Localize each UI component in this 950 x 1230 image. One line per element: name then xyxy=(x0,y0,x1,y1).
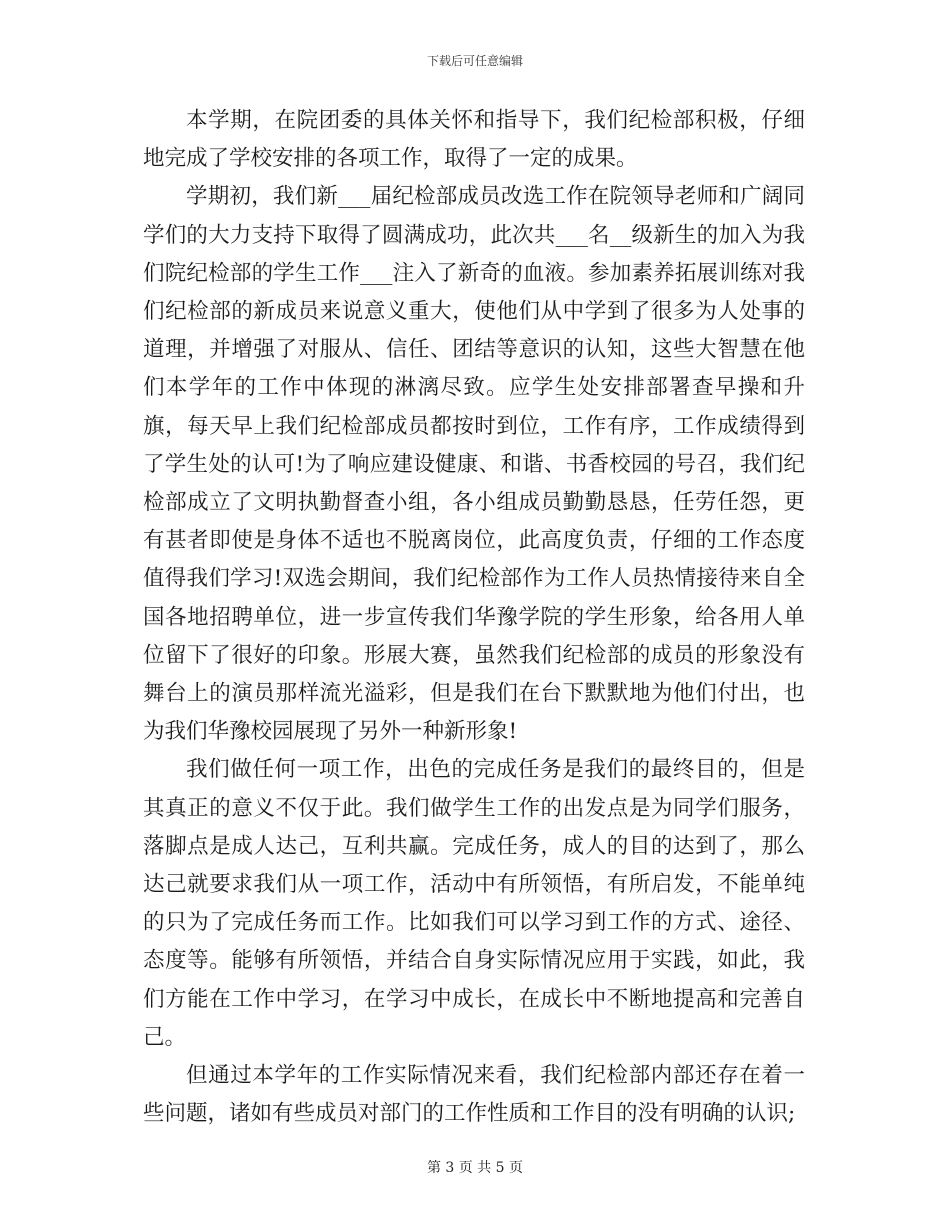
document-body xyxy=(143,102,805,1133)
paragraph-work-meaning: 我们做任何一项工作，出色的完成任务是我们的最终目的，但是其真正的意义不仅于此。我们做学生工作的出发点是为同学们服务，落脚点是成人达己，互利共赢。完成任务，成人的目的达到了，那么达己就要求我们从一项工作，活动中有所领悟，有所启发，不能单纯的只为了完成任务而工作。比如我们可以学习到工作的方式、途径、态度等。能够有所领悟，并结合自身实际情况应用于实践，如此，我们方能在工作中学习，在学习中成长，在成长中不断地提高和完善自己。 xyxy=(143,757,805,1050)
paragraph-problems: 但通过本学年的工作实际情况来看，我们纪检部内部还存在着一些问题，诸如有些成员对部门的工作性质和工作目的没有明确的认识; xyxy=(143,1063,805,1127)
paragraph-intro: 本学期，在院团委的具体关怀和指导下，我们纪检部积极，仔细地完成了学校安排的各项工作，取得了一定的成果。 xyxy=(143,108,805,172)
page-header-note: 下载后可任意编辑 xyxy=(426,54,523,68)
paragraph-semester-start: 学期初，我们新___届纪检部成员改选工作在院领导老师和广阔同学们的大力支持下取得了圆满成功，此次共___名__级新生的加入为我们院纪检部的学生工作___注入了新奇的血液。参加素养拓展训练对我们纪检部的新成员来说意义重大，使他们从中学到了很多为人处事的道理，并增强了对服从、信任、团结等意识的认知，这些大智慧在他们本学年的工作中体现的淋漓尽致。应学生处安排部署查早操和升旗，每天早上我们纪检部成员都按时到位，工作有序，工作成绩得到了学生处的认可!为了响应建设健康、和谐、书香校园的号召，我们纪检部成立了文明执勤督查小组，各小组成员勤勤恳恳，任劳任怨，更有甚者即使是身体不适也不脱离岗位，此高度负责，仔细的工作态度值得我们学习!双选会期间，我们纪检部作为工作人员热情接待来自全国各地招聘单位，进一步宣传我们华豫学院的学生形象，给各用人单位留下了很好的印象。形展大赛，虽然我们纪检部的成员的形象没有舞台上的演员那样流光溢彩，但是我们在台下默默地为他们付出，也为我们华豫校园展现了另外一种新形象! xyxy=(143,184,805,745)
page-number: 第 3 页 共 5 页 xyxy=(426,1160,524,1176)
